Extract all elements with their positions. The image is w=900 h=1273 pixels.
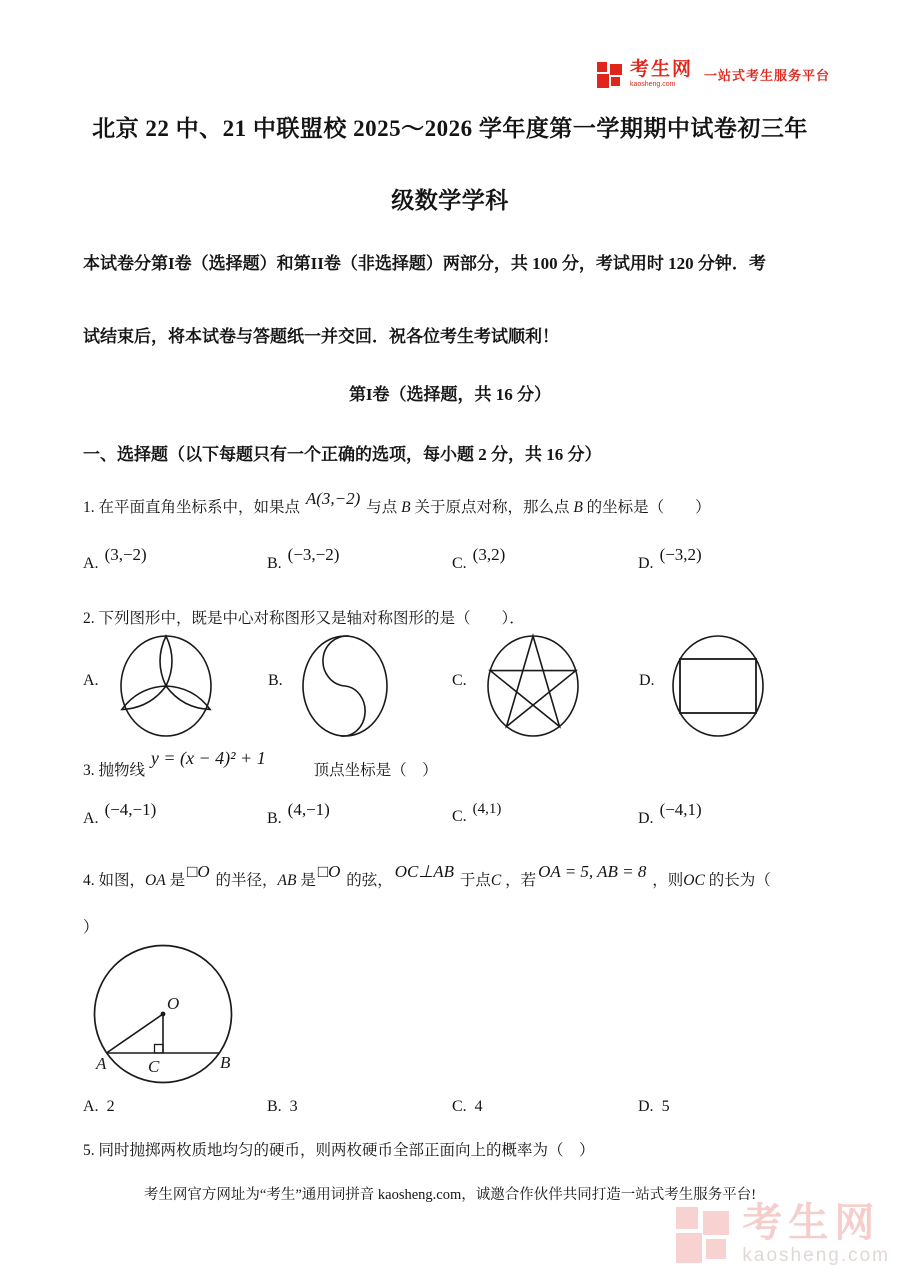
footer-promo-text: 考生网官方网址为“考生”通用词拼音 kaosheng.com，诚邀合作伙伴共同打造一站式考生服务平台!	[143, 1187, 757, 1203]
q3-option-a	[83, 800, 157, 828]
q4-circle-o-symbol-2: □O	[317, 862, 341, 881]
q4-right-angle-mark	[155, 1045, 164, 1054]
q1-option-d-value: (−3,2)	[659, 545, 702, 564]
question-2-options	[0, 630, 900, 742]
q4-option-a	[83, 1098, 115, 1116]
q4-formula-oa5-ab8: OA = 5, AB = 8	[538, 862, 647, 881]
question-4-stem-line2: ）	[83, 919, 99, 936]
q4-circle-o-symbol-1: □O	[187, 862, 210, 881]
q4-option-d-value: 5	[661, 1098, 670, 1115]
q4-var-oa: OA	[145, 872, 166, 889]
question-1-stem	[83, 489, 850, 517]
q3-option-d-value: (−4,1)	[659, 800, 702, 819]
q3-option-c	[452, 801, 502, 826]
q3-option-c-value: (4,1)	[472, 801, 502, 817]
q1-option-b	[267, 545, 340, 573]
q4-label-o: O	[167, 994, 180, 1013]
q1-text-post: 的坐标是（ ）	[586, 499, 711, 516]
q4-option-c-value: 4	[474, 1098, 483, 1115]
q4-label-b: B	[220, 1053, 231, 1072]
q4-text-5: 的弦，	[346, 872, 393, 889]
q3-text-pre: 3. 抛物线	[83, 762, 146, 779]
q1-option-a	[83, 545, 147, 573]
question-4-stem-line1	[83, 862, 850, 890]
kaosheng-logo-icon	[597, 61, 623, 88]
q1-var-b1: B	[401, 499, 411, 516]
q4-label-a: A	[96, 1054, 107, 1073]
q4-option-d	[638, 1098, 670, 1116]
q4-option-c-label: C.	[452, 1098, 467, 1115]
q1-option-c	[452, 545, 506, 573]
watermark-logo-icon	[676, 1205, 732, 1263]
q4-text-8: ，则	[652, 872, 684, 889]
q4-label-c: C	[148, 1057, 160, 1076]
kaosheng-header-logo	[597, 60, 830, 88]
q2-option-c-label: C.	[452, 672, 467, 689]
q2-option-b-label: B.	[268, 672, 283, 689]
q3-option-d	[638, 800, 702, 828]
brand-name: 考生网	[629, 59, 693, 80]
q1-text-pre: 1. 在平面直角坐标系中，如果点	[83, 499, 301, 516]
q3-option-b	[267, 800, 330, 828]
q4-formula-oc-perp-ab: OC⊥AB	[394, 862, 454, 881]
question-4-options	[0, 1098, 900, 1138]
q1-option-d	[638, 545, 702, 573]
q3-option-c-label: C.	[452, 808, 467, 825]
question-5-stem: 5. 同时抛掷两枚质地均匀的硬币，则两枚硬币全部正面向上的概率为（ ）	[83, 1142, 595, 1159]
q3-option-d-label: D.	[638, 810, 654, 827]
q3-option-a-value: (−4,−1)	[104, 800, 157, 819]
question-3-options	[0, 800, 900, 848]
exam-instructions-line1: 本试卷分第I卷（选择题）和第II卷（非选择题）两部分，共 100 分，考试用时 120 分钟．考	[83, 254, 766, 273]
q4-option-b-value: 3	[289, 1098, 298, 1115]
q3-option-a-label: A.	[83, 810, 99, 827]
q4-option-a-label: A.	[83, 1098, 99, 1115]
exam-title-line2: 级数学学科	[391, 188, 509, 213]
q4-text-3: 的半径，	[215, 872, 278, 889]
q4-var-oc: OC	[683, 872, 705, 889]
q1-option-d-label: D.	[638, 555, 654, 572]
exam-title-line1: 北京 22 中、21 中联盟校 2025～2026 学年度第一学期期中试卷初三年	[92, 116, 808, 141]
q4-text-4: 是	[300, 872, 316, 889]
q3-formula: y = (x − 4)² + 1	[150, 748, 266, 768]
q1-option-b-value: (−3,−2)	[287, 545, 340, 564]
q3-option-b-label: B.	[267, 810, 282, 827]
q1-text-mid1: 与点	[366, 499, 398, 516]
q3-text-post: 顶点坐标是（ ）	[313, 762, 438, 779]
trefoil-in-circle-figure	[118, 633, 214, 739]
question-2-stem: 2. 下列图形中，既是中心对称图形又是轴对称图形的是（ ）．	[83, 610, 525, 627]
q3-option-b-value: (4,−1)	[287, 800, 330, 819]
q4-text-7: ，若	[505, 872, 537, 889]
section1-title: 第I卷（选择题，共 16 分）	[348, 385, 552, 404]
pentagram-in-circle-figure	[485, 633, 581, 739]
q4-circle-chord-figure	[92, 943, 240, 1093]
q2-option-a-label: A.	[83, 672, 99, 689]
question-1-options	[0, 545, 900, 593]
q4-option-b-label: B.	[267, 1098, 282, 1115]
q1-option-b-label: B.	[267, 555, 282, 572]
exam-instructions-line2: 试结束后，将本试卷与答题纸一并交回．祝各位考生考试顺利！	[83, 327, 559, 346]
q1-option-c-label: C.	[452, 555, 467, 572]
q4-text-1: 4. 如图，	[83, 872, 146, 889]
q4-option-a-value: 2	[106, 1098, 115, 1115]
brand-domain: kaosheng.com	[629, 81, 676, 88]
watermark-brand-name: 考生网	[742, 1201, 881, 1245]
brand-tagline: 一站式考生服务平台	[703, 67, 830, 83]
q4-option-b	[267, 1098, 298, 1116]
watermark-domain: kaosheng.com	[742, 1245, 890, 1266]
q4-text-9: 的长为（	[708, 872, 771, 889]
part1-heading: 一、选择题（以下每题只有一个正确的选项，每小题 2 分，共 16 分）	[83, 445, 602, 464]
q4-var-ab: AB	[277, 872, 297, 889]
q1-formula: A(3,−2)	[305, 489, 361, 508]
rectangle-in-circle-figure	[670, 633, 766, 739]
q4-option-c	[452, 1098, 483, 1116]
q2-option-d-label: D.	[639, 672, 655, 689]
q1-var-b2: B	[573, 499, 583, 516]
q4-option-d-label: D.	[638, 1098, 654, 1115]
kaosheng-watermark	[676, 1203, 890, 1265]
q1-option-c-value: (3,2)	[472, 545, 506, 564]
q1-text-mid2: 关于原点对称，那么点	[414, 499, 570, 516]
q4-text-2: 是	[169, 872, 186, 889]
q4-text-6: 于点	[459, 872, 491, 889]
yin-yang-curve-in-circle-figure	[300, 633, 390, 739]
q1-option-a-label: A.	[83, 555, 99, 572]
q4-var-c: C	[490, 872, 502, 889]
q1-option-a-value: (3,−2)	[104, 545, 147, 564]
question-3-stem	[83, 748, 850, 780]
